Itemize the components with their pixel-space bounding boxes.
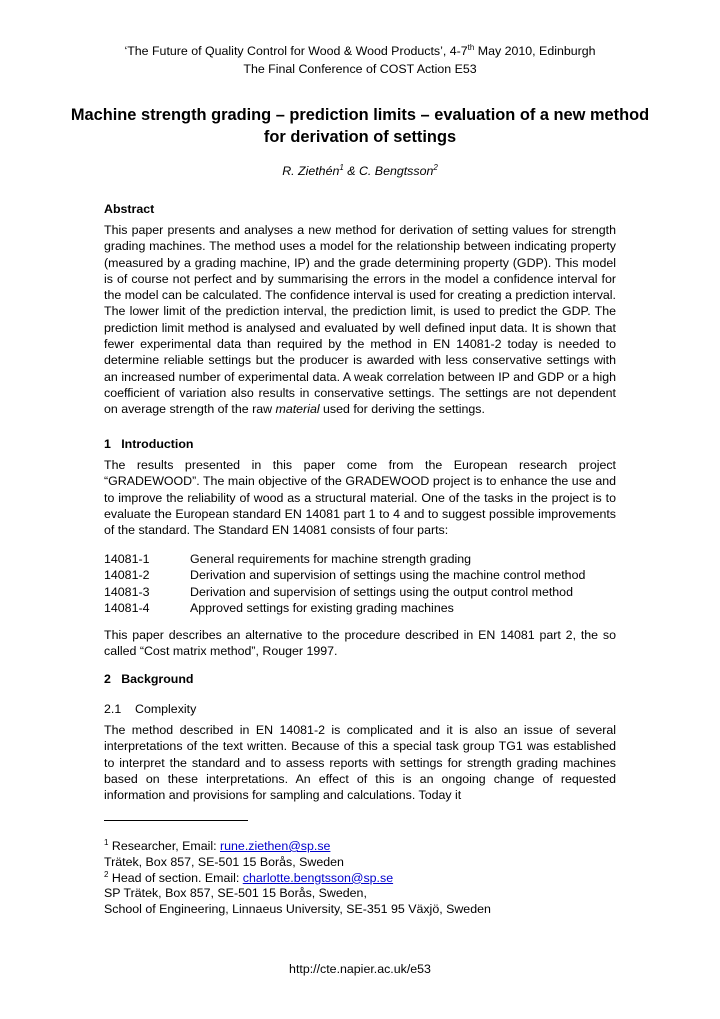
footnotes (104, 839, 624, 918)
footnote-2: $^2$ Head of section. Email: charlotte.bengtsson@sp.se (104, 869, 394, 885)
author-1: R. Ziethén (282, 164, 340, 178)
email-link-bengtsson[interactable]: charlotte.bengtsson@sp.se (242, 870, 394, 885)
background-heading: 2 Background (104, 672, 194, 686)
intro-text: The results presented in this paper come from the European research project “GRADEWOOD”. The main objective of the GRADEWOOD project is to enhance the use and to improve the reliability of wood as a structural material. One of the tasks in the project is to evaluate the European standard EN 14081 part 1 to 4 and to suggest possible improvements of the standard. The Standard EN 14081 consists of four parts: (104, 458, 616, 538)
conference-line-2: The Final Conference of COST Action E53 (243, 62, 477, 76)
list-item: 14081-1 General requirements for machine strength grading (104, 552, 472, 566)
list-item: 14081-3 Derivation and supervision of settings using the output control method (104, 584, 573, 599)
paper-title: Machine strength grading – prediction limits – evaluation of a new method for derivation of settings (70, 106, 650, 146)
conference-header (0, 42, 720, 78)
list-item: 14081-4 Approved settings for existing grading machines (104, 600, 454, 615)
email-link-ziethen[interactable]: rune.ziethen@sp.se (220, 839, 331, 853)
list-item: 14081-2 Derivation and supervision of settings using the machine control method (104, 568, 586, 583)
abstract-text: This paper presents and analyses a new method for derivation of setting values for strength grading machines. The method uses a model for the relationship between indicating property (measured by a grading machine, IP) and the grade determining property (GDP). This model is of course not perfect and by summarising the errors in the model a confidence interval for the model can be calculated. The confidence interval is used for creating a prediction interval. The lower limit of the prediction interval, the prediction limit, is used to predict the GDP. The prediction limit method is analysed and evaluated by well defined input data. It is shown that fewer experimental data than required by the method in EN 14081-2 today is needed to determine reliable settings but the producer is awarded with less conservative settings with an increased number of experimental data. A weak correlation between IP and GDP or a high coefficient of variation also results in conservative settings. The settings are not dependent on average strength of the raw material used for deriving the settings. (104, 223, 616, 417)
intro-text-2: This paper describes an alternative to the procedure described in EN 14081 part 2, the so called “Cost matrix method”, Rouger 1997. (104, 628, 616, 659)
conference-line-1: ‘The Future of Quality Control for Wood & Wood Products’, 4-7th May 2010, Edinburgh (124, 42, 596, 58)
footnote-2-affiliation: School of Engineering, Linnaeus University, SE-351 95 Växjö, Sweden (104, 902, 491, 917)
author-2: C. Bengtsson (358, 164, 434, 178)
standard-parts-list (104, 551, 644, 616)
footer-url: http://cte.napier.ac.uk/e53 (289, 962, 431, 976)
footnote-2-address: SP Trätek, Box 857, SE-501 15 Borås, Sweden, (104, 886, 367, 901)
author-line: R. Ziethén$^1$ & C. Bengtsson$^2$ (282, 162, 438, 178)
footnote-divider (104, 820, 248, 821)
footnote-1: $^1$ Researcher, Email: rune.ziethen@sp.se (104, 837, 331, 853)
footnote-1-address: Trätek, Box 857, SE-501 15 Borås, Sweden (104, 854, 344, 869)
background-text: The method described in EN 14081-2 is complicated and it is also an issue of several interpretations of the text written. Because of this a special task group TG1 was established to interpret the standard and to assess reports with settings for strength grading machines based on these interpretations. An effect of this is an ongoing change of requested information and provisions for sampling and calculations. Today it (104, 723, 616, 803)
abstract-heading: Abstract (104, 202, 155, 216)
complexity-subheading: 2.1 Complexity (104, 702, 197, 716)
intro-heading: 1 Introduction (104, 437, 194, 451)
